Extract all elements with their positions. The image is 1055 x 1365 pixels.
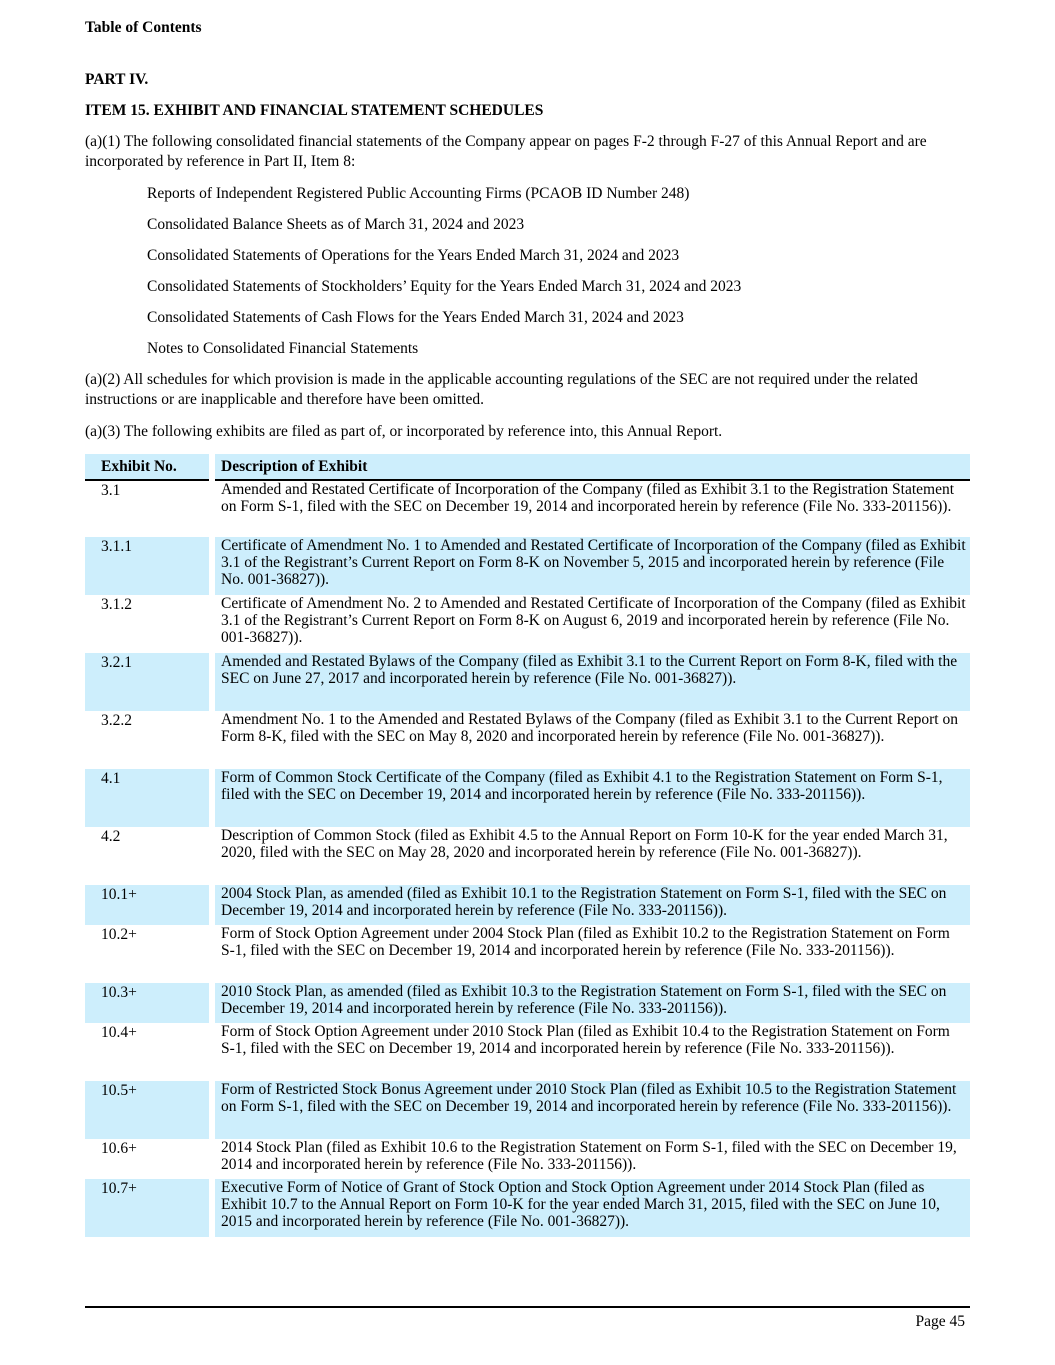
exhibit-no-cell: 3.1.1 xyxy=(85,537,212,595)
exhibit-description-cell: Form of Stock Option Agreement under 2010 Stock Plan (filed as Exhibit 10.4 to the Registration Statement on Form S-1, filed with the SEC on December 19, 2014 and incorporated herein by reference (File No. 333-201156)). xyxy=(221,1023,950,1057)
exhibit-no-cell: 10.7+ xyxy=(85,1179,212,1237)
table-header-row xyxy=(85,454,970,480)
statement-item: Consolidated Statements of Cash Flows for the Years Ended March 31, 2024 and 2023 xyxy=(147,309,684,326)
table-row xyxy=(85,480,970,537)
exhibit-description-cell: 2004 Stock Plan, as amended (filed as Exhibit 10.1 to the Registration Statement on Form S-1, filed with the SEC on December 19, 2014 and incorporated herein by reference (File No. 333-201156)). xyxy=(212,885,970,925)
exhibit-no-cell: 10.5+ xyxy=(85,1081,212,1139)
exhibit-description-cell: 2010 Stock Plan, as amended (filed as Exhibit 10.3 to the Registration Statement on Form S-1, filed with the SEC on December 19, 2014 and incorporated herein by reference (File No. 333-201156)). xyxy=(212,983,970,1023)
table-row xyxy=(85,1081,970,1139)
exhibit-no-cell: 10.1+ xyxy=(85,885,212,925)
exhibit-description-cell: Form of Stock Option Agreement under 2004 Stock Plan (filed as Exhibit 10.2 to the Registration Statement on Form S-1, filed with the SEC on December 19, 2014 and incorporated herein by reference (File No. 333-201156)). xyxy=(221,925,950,959)
exhibit-no-cell: 10.2+ xyxy=(85,925,212,983)
exhibit-description-cell: Amended and Restated Certificate of Incorporation of the Company (filed as Exhibit 3.1 to the Registration Statement on Form S-1, filed with the SEC on December 19, 2014 and incorporated herein by reference (File No. 333-201156)). xyxy=(221,481,955,515)
table-row xyxy=(85,653,970,711)
exhibit-description-cell: 2014 Stock Plan (filed as Exhibit 10.6 to the Registration Statement on Form S-1, filed with the SEC on December 19, 2014 and incorporated herein by reference (File No. 333-201156)). xyxy=(221,1139,957,1173)
table-row xyxy=(85,827,970,885)
part-heading: PART IV. xyxy=(85,71,149,88)
table-row xyxy=(85,983,970,1023)
a1-intro-paragraph: (a)(1) The following consolidated financial statements of the Company appear on pages F-2 through F-27 of this Annual Report and are incorporated by reference in Part II, Item 8: xyxy=(85,133,927,170)
a3-paragraph: (a)(3) The following exhibits are filed as part of, or incorporated by reference into, this Annual Report. xyxy=(85,423,723,440)
table-row xyxy=(85,925,970,983)
exhibit-no-cell: 3.2.1 xyxy=(85,653,212,711)
statement-item: Consolidated Statements of Stockholders’ Equity for the Years Ended March 31, 2024 and 2023 xyxy=(147,278,742,295)
exhibit-description-cell: Amended and Restated Bylaws of the Company (filed as Exhibit 3.1 to the Current Report on Form 8-K, filed with the SEC on June 27, 2017 and incorporated herein by reference (File No. 001-36827)). xyxy=(212,653,970,711)
table-row xyxy=(85,1139,970,1179)
exhibit-no-cell: 10.4+ xyxy=(85,1023,212,1081)
exhibit-description-cell: Amendment No. 1 to the Amended and Restated Bylaws of the Company (filed as Exhibit 3.1 to the Current Report on Form 8-K, filed with the SEC on May 8, 2020 and incorporated herein by reference (File No. 001-36827)). xyxy=(221,711,958,745)
exhibit-no-cell: 10.3+ xyxy=(85,983,212,1023)
table-row xyxy=(85,769,970,827)
statement-item: Consolidated Balance Sheets as of March 31, 2024 and 2023 xyxy=(147,216,525,233)
table-row xyxy=(85,885,970,925)
exhibit-no-cell: 3.2.2 xyxy=(85,711,212,769)
exhibit-description-cell: Certificate of Amendment No. 2 to Amended and Restated Certificate of Incorporation of the Company (filed as Exhibit 3.1 of the Registrant’s Current Report on Form 8-K on August 6, 2019 and incorporated herein by reference (File No. 001-36827)). xyxy=(221,595,966,646)
table-of-contents-link[interactable]: Table of Contents xyxy=(85,19,202,36)
exhibit-description-cell: Certificate of Amendment No. 1 to Amended and Restated Certificate of Incorporation of the Company (filed as Exhibit 3.1 of the Registrant’s Current Report on Form 8-K on November 5, 2015 and incorporated herein by reference (File No. 001-36827)). xyxy=(212,537,970,595)
exhibits-table xyxy=(85,454,970,1237)
a2-paragraph: (a)(2) All schedules for which provision is made in the applicable accounting regulations of the SEC are not required under the related instructions or are inapplicable and therefore have been omitted. xyxy=(85,371,918,408)
statement-item: Consolidated Statements of Operations for the Years Ended March 31, 2024 and 2023 xyxy=(147,247,680,264)
exhibit-no-header: Exhibit No. xyxy=(85,454,212,480)
table-row xyxy=(85,1023,970,1081)
item-heading: ITEM 15. EXHIBIT AND FINANCIAL STATEMENT SCHEDULES xyxy=(85,102,544,119)
table-row xyxy=(85,595,970,653)
description-header: Description of Exhibit xyxy=(212,454,970,480)
exhibit-description-cell: Form of Common Stock Certificate of the Company (filed as Exhibit 4.1 to the Registration Statement on Form S-1, filed with the SEC on December 19, 2014 and incorporated herein by reference (File No. 333-201156)). xyxy=(212,769,970,827)
page-number: Page 45 xyxy=(915,1313,965,1330)
exhibit-no-cell: 3.1 xyxy=(85,480,212,537)
exhibit-description-cell: Form of Restricted Stock Bonus Agreement under 2010 Stock Plan (filed as Exhibit 10.5 to the Registration Statement on Form S-1, filed with the SEC on December 19, 2014 and incorporated herein by reference (File No. 333-201156)). xyxy=(212,1081,970,1139)
exhibit-no-cell: 4.1 xyxy=(85,769,212,827)
exhibit-description-cell: Description of Common Stock (filed as Exhibit 4.5 to the Annual Report on Form 10-K for the year ended March 31, 2020, filed with the SEC on May 28, 2020 and incorporated herein by reference (File No. 001-36827)). xyxy=(221,827,948,861)
table-row xyxy=(85,711,970,769)
statement-item: Notes to Consolidated Financial Statements xyxy=(147,340,419,357)
statement-item: Reports of Independent Registered Public Accounting Firms (PCAOB ID Number 248) xyxy=(147,185,690,202)
exhibit-description-cell: Executive Form of Notice of Grant of Stock Option and Stock Option Agreement under 2014 Stock Plan (filed as Exhibit 10.7 to the Annual Report on Form 10-K for the year ended March 31, 2015, filed with the SEC on June 10, 2015 and incorporated herein by reference (File No. 001-36827)). xyxy=(212,1179,970,1237)
table-row xyxy=(85,537,970,595)
exhibit-no-cell: 4.2 xyxy=(85,827,212,885)
exhibit-no-cell: 10.6+ xyxy=(85,1139,212,1179)
exhibit-no-cell: 3.1.2 xyxy=(85,595,212,653)
table-row xyxy=(85,1179,970,1237)
footer-divider xyxy=(85,1306,970,1308)
